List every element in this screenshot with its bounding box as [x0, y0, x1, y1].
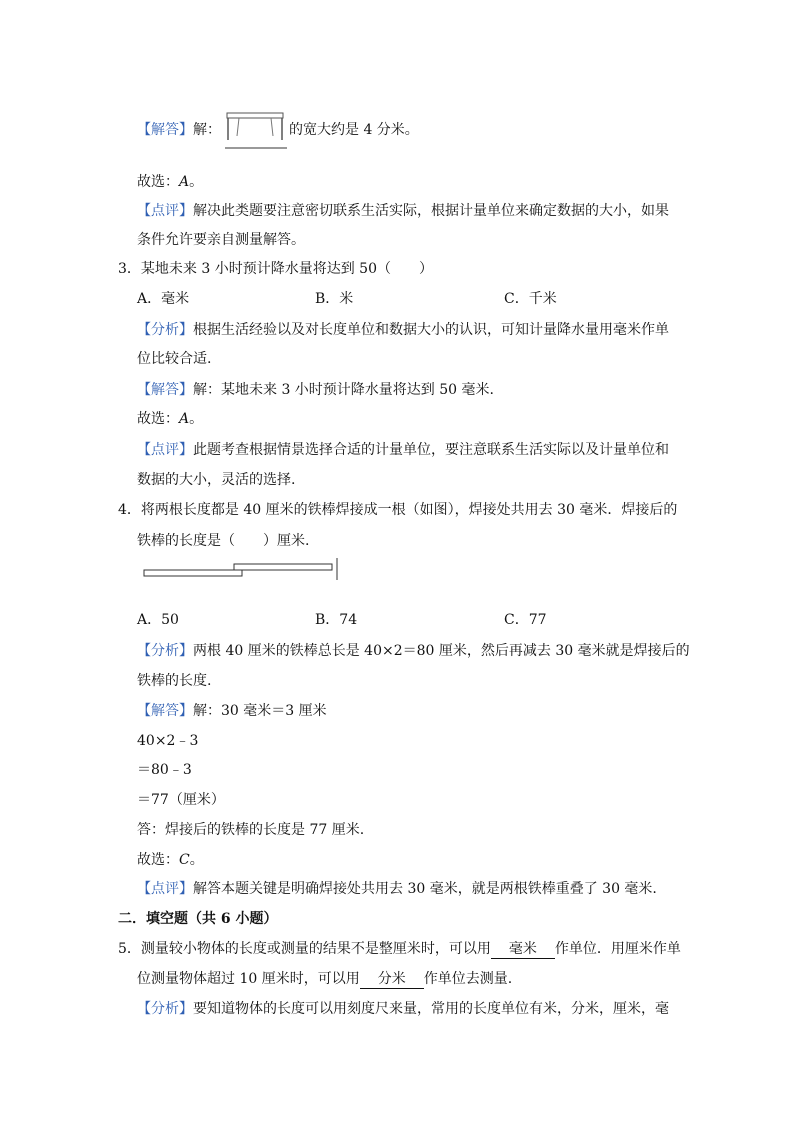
q3-answer: 【解答】解：某地未来 3 小时预计降水量将达到 50 毫米. [137, 382, 494, 398]
prev-choose: 故选：A。 [137, 174, 204, 190]
q3-option-a: A．毫米 [137, 291, 190, 307]
prev-answer-line: 【解答】解： [137, 122, 221, 138]
desk-image [225, 110, 287, 152]
q4-calc2: ＝80﹣3 [137, 762, 192, 778]
q3-option-c: C．千米 [504, 291, 557, 307]
q3-option-b: B．米 [315, 291, 354, 307]
q4-reply: 答：焊接后的铁棒的长度是 77 厘米. [137, 822, 365, 838]
welded-rods-figure [142, 558, 342, 582]
q5-blank2: 分米 [360, 970, 424, 989]
q4-option-b: B．74 [315, 612, 358, 628]
prev-comment-line2: 条件允许要亲自测量解答。 [137, 232, 305, 248]
q4-answer: 【解答】解：30 毫米＝3 厘米 [137, 703, 327, 719]
q5-line1: 5．测量较小物体的长度或测量的结果不是整厘米时，可以用 毫米 作单位．用厘米作单 [118, 941, 681, 957]
rod-right [234, 564, 332, 570]
q5-analysis-line1: 【分析】要知道物体的长度可以用刻度尺来量，常用的长度单位有米，分米，厘米，毫 [137, 1001, 669, 1017]
section-title: 二．填空题（共 6 小题） [118, 911, 278, 927]
q3-choose: 故选：A。 [137, 411, 204, 427]
prev-answer-suffix: 的宽大约是 4 分米。 [289, 122, 419, 138]
rod-left [144, 570, 242, 576]
q3-stem: 3．某地未来 3 小时预计降水量将达到 50（ ） [118, 261, 433, 277]
q5-line2: 位测量物体超过 10 厘米时，可以用 分米 作单位去测量. [137, 971, 513, 987]
q4-calc3: ＝77（厘米） [137, 792, 225, 808]
q5-blank1: 毫米 [491, 940, 555, 959]
q3-comment-line2: 数据的大小，灵活的选择. [137, 472, 296, 488]
q4-stem-line2: 铁棒的长度是（ ）厘米. [137, 533, 310, 549]
q4-analysis-line1: 【分析】两根 40 厘米的铁棒总长是 40×2＝80 厘米，然后再减去 30 毫米就是焊接后的 [137, 643, 690, 659]
q4-option-c: C．77 [504, 612, 547, 628]
q4-option-a: A．50 [137, 612, 179, 628]
q3-analysis-line2: 位比较合适. [137, 351, 212, 367]
q4-comment: 【点评】解答本题关键是明确焊接处共用去 30 毫米，就是两根铁棒重叠了 30 毫米. [137, 881, 657, 897]
q4-choose: 故选：C。 [137, 852, 204, 868]
prev-comment-line1: 【点评】解决此类题要注意密切联系生活实际，根据计量单位来确定数据的大小，如果 [137, 203, 669, 219]
q3-analysis-line1: 【分析】根据生活经验以及对长度单位和数据大小的认识，可知计量降水量用毫米作单 [137, 322, 669, 338]
answer-tag: 【解答】 [137, 122, 193, 138]
q4-analysis-line2: 铁棒的长度. [137, 673, 212, 689]
q4-calc1: 40×2﹣3 [137, 733, 199, 749]
q4-stem-line1: 4．将两根长度都是 40 厘米的铁棒焊接成一根（如图），焊接处共用去 30 毫米．焊接后的 [118, 502, 678, 518]
q3-comment-line1: 【点评】此题考查根据情景选择合适的计量单位，要注意联系生活实际以及计量单位和 [137, 442, 669, 458]
